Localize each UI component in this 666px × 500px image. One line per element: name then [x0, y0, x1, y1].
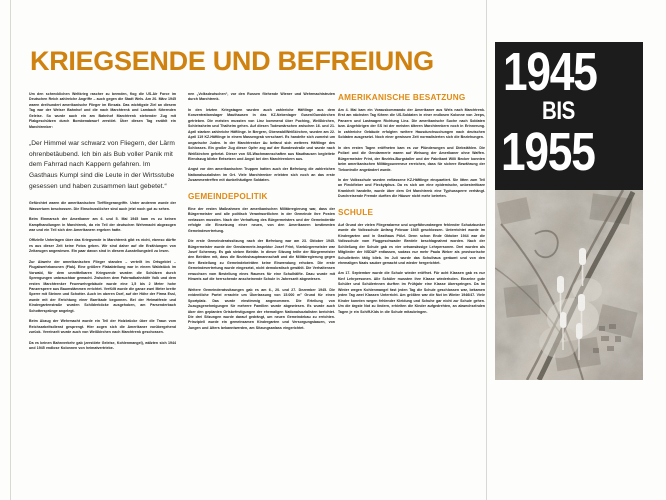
paragraph: Angst vor den amerikanischen Truppen hatten auch der Befreiung die zahlreichen Nationalsozialisten im Ort. Viele Marchtrenker erlebten sich noch an das erste Zusammentreffen mit dunkelhäutigen Soldaten.	[188, 167, 335, 183]
section-heading-amerikanische-besatzung: AMERIKANISCHE BESATZUNG	[338, 93, 466, 102]
paragraph: Zur Abwehr der amerikanischen Flieger standen – verteilt im Ortsgebiet – Flugabwehrkanonen (Flak). Eine größere Flakabteilung war in einem Waldstück im Vorwald, für dem unmittelbaren Kriegsende wurden die Schützen durch Sprengungen unbrauchbar gemacht. Zwischen dem Fahrradbahnhöfe Volk und dem ersten Marchtrenker Feuerwehrgebäude wurde eine 1,5 bis 2 Meter hohe Panzersperre aus Baumstämmen errichtet. Verfüllt wurde die ganze zwei Meter breite Sperre mit Steinen und Schotter. Auch im oberen Dorf, auf der Höhe der Firma Essl, wurde mit der Errichtung einer Barrikade begonnen. Bei der Heimatfeste und Kindergartenstraße wurden Schilderböcke ausgehoben, am Parsenderbach Schottersprünge angelegt.	[29, 259, 176, 313]
paragraph: In den ersten Tagen eröffneten kam es zur Plünderungen und Diebstählen. Die Polizei und die Gendarmerie waren auf Weisung der Amerikaner ohne Waffen. Bürgermeister Frint, der Bezirks-Burgstaller und der Fabrikant Willi Becker konnten beim amerikanischen Militärgouverneur erreichen, dass für sichere Bewährung der Tiekontrolle angeändert wurde.	[338, 145, 485, 172]
sheet-rule-right	[486, 0, 487, 500]
text-column-3	[338, 92, 485, 320]
paragraph: Am 17. September wurde die Schule wieder eröffnet. Für acht Klassen gab es nur fünf Lehrpersonen. Alle Schüler mussten ihre Klasse wiederholen. Einzelne gute Schüler und Schülerinnen durften im Frühjahr eine Klasse überspringen. Da im Winter wegen Kohlenmangel fast jeden Tag die Schule geschlossen war, bekamen jeden Tag zwei Klassen Unterricht. Am größten war die Not im Winter 1946/47. Viele Kinder konnten wegen fehlender Kleidung und Schuhe gar nicht zur Schule gehen. Um die ärgste Not zu lindern, erhielten die Kinder aufgedrehten, an abwechselnden Tagen je ein Schiff-Kids in die Schule mitzubringen.	[338, 271, 485, 314]
text-column-2	[188, 92, 335, 336]
pull-quote: „Der Himmel war schwarz von Fliegern, der Lärm ohrenbetäubend. Ich bin als Bub voller Panik mit dem Fahrrad nach Kappern gefahren. Im Gasthaus Kumpl sind die Leute in der Wirtsstube gesessen und haben zusammen laut gebetet.“	[29, 140, 175, 190]
paragraph: Weitere Gemeinderatssitzungen gab es am 6., 20. und 27. Dezember 1945. Die evidentliche Partei errachte um Überlassung von 15.000 m² Grund für einen Sportplatz. Das wurde einstimmig angenommen. Die Erteilung von Zuzugsgenehmigungen für mehrere Familien wurde abgewiesen. Es wurde auch über den geplanten Ortsbefestigungen der ehemaligen Nationalsozialisten berichtet. Die drei Sitzungen wurde darauf gedrängt, um neuen Gemeindebau zu errichten. Prinzipiell wurde ein gemeinsamen Kindergarten und Versorgungsbauen, von Jungen und Alters bekanntwerden, am Sitzungsanlass eingerichtet.	[188, 287, 335, 330]
aerial-bombing-reconnaissance-photo	[495, 190, 643, 380]
year-to: 1955	[501, 122, 595, 182]
paragraph: In der Volksschule wurden entlassene KZ-Häftlinge einquartiert. Sie litten zum Teil an Fleckfieber und Fleckytphus. Da es sich um eine epidemische, unbestreitbare Krankheit handelte, wurde über dem Ort Marchtrenk eine Typhussperre verhängt. Durchreisende Fremde durften die Häuser nicht mehr betreten.	[338, 177, 485, 199]
paragraph: Beim Abzug der Wehrmacht wurde ein Teil der Holzbrücke über die Traun vom Reichsarbeitsdienst gesprengt. Hier zogen sich die Amerikaner vorübergehend zurück. Vereinzelt wurde auch von Weißkirchen nach Marchtrenk geschossen.	[29, 319, 176, 335]
year-range-block	[495, 42, 643, 190]
paragraph: Gefürchtet waren die amerikanischen Tieffliegerangriffe. Unter anderem wurde der Wasserturm beschossen. Die Einschusslöcher sind auch jetzt noch gut zu sehen.	[29, 201, 176, 211]
year-from: 1945	[503, 42, 597, 102]
paragraph: In den letzten Kriegstagen wurden auch zahlreiche Häftlinge aus dem Konzentrationslager Mauthausen in das KZ-Nebenlager Gusen/Gunskirchen getrieben. Die meisten mussten von Linz kommend über Puching, Weißkirchen, Schleissheim und Thalheim gehen. Auf diesen Todesmärschen zwischen 16. und 21. April starben zahlreiche Häftlinge. In Bergern, Oberwald/Weißkirchen, wurden am 22. April 119 KZ-Häftlinge in einem Massengrab verscharrt. Es handelte sich zumeist um ungarische Juden. In der Marchtrenker Au befand sich weiteres Häftlinge des Schlosses. Ein großer Zug dieser Opfer zog auf der Bundesstraße und wurde nach Weißkirchen gehetzt. Dieser von SS-Wachmannschaften aus Mauthausen begleitete Elendszug bliebe Entsetzen und Angst bei den Marchtrenkern aus.	[188, 107, 335, 161]
paragraph: Offizielle Unterlagen über das Kriegsende in Marchtrenk gibt es nicht, ebenso dürfte es aus dieser Zeit keine Fotos geben. Wir sind daher auf die Erzählungen von Zeitzeugen angewiesen. Ein paar davon sind in diesem Ausstellungsteil zu lesen.	[29, 238, 176, 254]
paragraph: Auf Grund der vielen Fliegeralarme und ungefährundwegen fehlender Schutzbunker wurde die Volksschule Anfang Februar 1945 geschlossen. Unterrichtet wurde im Kindergarten und in Gasthaus Pölzl. Denn schon Ende Oktober 1944 war die Volksschule vom Fluggeschwader Bredele beschlagnahmt worden. Nach der Schließung der Schule gab es vier ortsansässige Lehrpersonen. Drei wurden als Mitglieder der NSDAP entlassen, sodass nur mehr Paula Weber als provisorische Schulleiterin tätig blieb. Im Juli wurde das Schulhaus geräumt und von den ehemaligen Nazis sauber gemacht und wieder hergerichtet.	[338, 222, 485, 265]
year-connector: BIS	[542, 97, 575, 125]
paragraph: Die erste Gemeinderatssitzung nach der Befreiung war am 23. Oktober 1945. Bürgermeister wurde der Gendarmerie-Inspektor Josef Frint, Vizebürgermeister war Josef Schermay. Es gab sieben Beiräte. In dieser Sitzung teilte der Bürgermeister den Beiräten mit, dass die Bezirkshauptmannschaft und die Militärregierung gegen ihre Bestellung zu Gemeindebeiräten keine Einwendung erhoben. Die erste Gemeindevertretung wurde eingesetzt, nicht demokratisch gewählt. Die Verhaltensen erwuchsen vom Bestellung eines Raumes für eine Schulhälfte. Dazu wurde mit Hinweis auf die herrschende anscheinende Schule in Jahreszeit abgewiesen.	[188, 239, 335, 282]
paragraph: Da es keinen Bahnverkehr gab (zerstörte Geleise, Kohlenmangel), wälzten sich 1944 und 1945 endlose Kolonnen von heimatvertriebe-	[29, 340, 176, 351]
text-column-1	[29, 92, 176, 357]
section-heading-schule: SCHULE	[338, 207, 374, 217]
page-title: KRIEGSENDE UND BEFREIUNG	[30, 46, 434, 76]
paragraph: Um den schrecklichen Weltkrieg rascher zu beenden, flog die US-Air Force im Deutschen Reich zahlreiche Angriffe – auch gegen die Stadt Wels. Am 20. März 1945 waren dreihundert amerikanische Flieger im Einsatz. Das wichtigste Ziel an diesem Tag war der Welser Bahnhof und die nach Marchtrenk und Lambach führenden Geleise. So wurde auch ein am Bahnhof Marchtrenk stehender Zug mit Flakgeschützen durch Bombenabwurf zerstört. Über diesen Tag erzählt ein Marchtrenker:	[29, 92, 176, 129]
sheet-rule-left	[10, 0, 11, 500]
paragraph: nen „Volksdeutschen“, vor den Russen fliehende Wiener und Wehrmachtstruten durch Marchtrenk.	[188, 92, 335, 102]
section-heading-gemeindepolitik: GEMEINDEPOLITIK	[188, 191, 268, 201]
paragraph: Eine der ersten Maßnahmen der amerikanischen Militärregierung war, dass der Bürgermeister und alle politisch Verantwortlichen in der Gemeinde ihre Posten verlassen mussten. Nach der Verhaftung des Bürgermeisters und der Gemeinderäte erfolgte die Einsetzung einer neuen, von den Amerikanern bestimmten Gemeindevertretung.	[188, 206, 335, 233]
paragraph: Am 4. Mai kam ein Vorauskommando der Amerikaner aus Wels nach Marchtrenk. Erst am nächsten Tag führen die US-Soldaten in einer endlosen Kolonne von Jeeps, Panzern und Lastwagen Richtung Linz. Die amerikanische Suche nach Soldaten bzw. Angehörigen der SS ist der meisten älteren Marchtrenkern noch in Erinnerung. In zahlreiche Gebäude erfolgten weitere Hausdurchsuchungen nach deutschen Soldaten ausgesetzt. Noch einer gewissen Zeit normalisierten sich die Beziehungen.	[338, 108, 485, 140]
paragraph: Beim Einmarsch der Amerikaner am 6. und 5. Mai 1945 kam es zu keinen Kampfhandlungen in Marchtrenk, da ein Teil der deutschen Wehrmacht abgezogen war und ein Teil sich den Amerikanern ergeben hatte.	[29, 217, 176, 232]
